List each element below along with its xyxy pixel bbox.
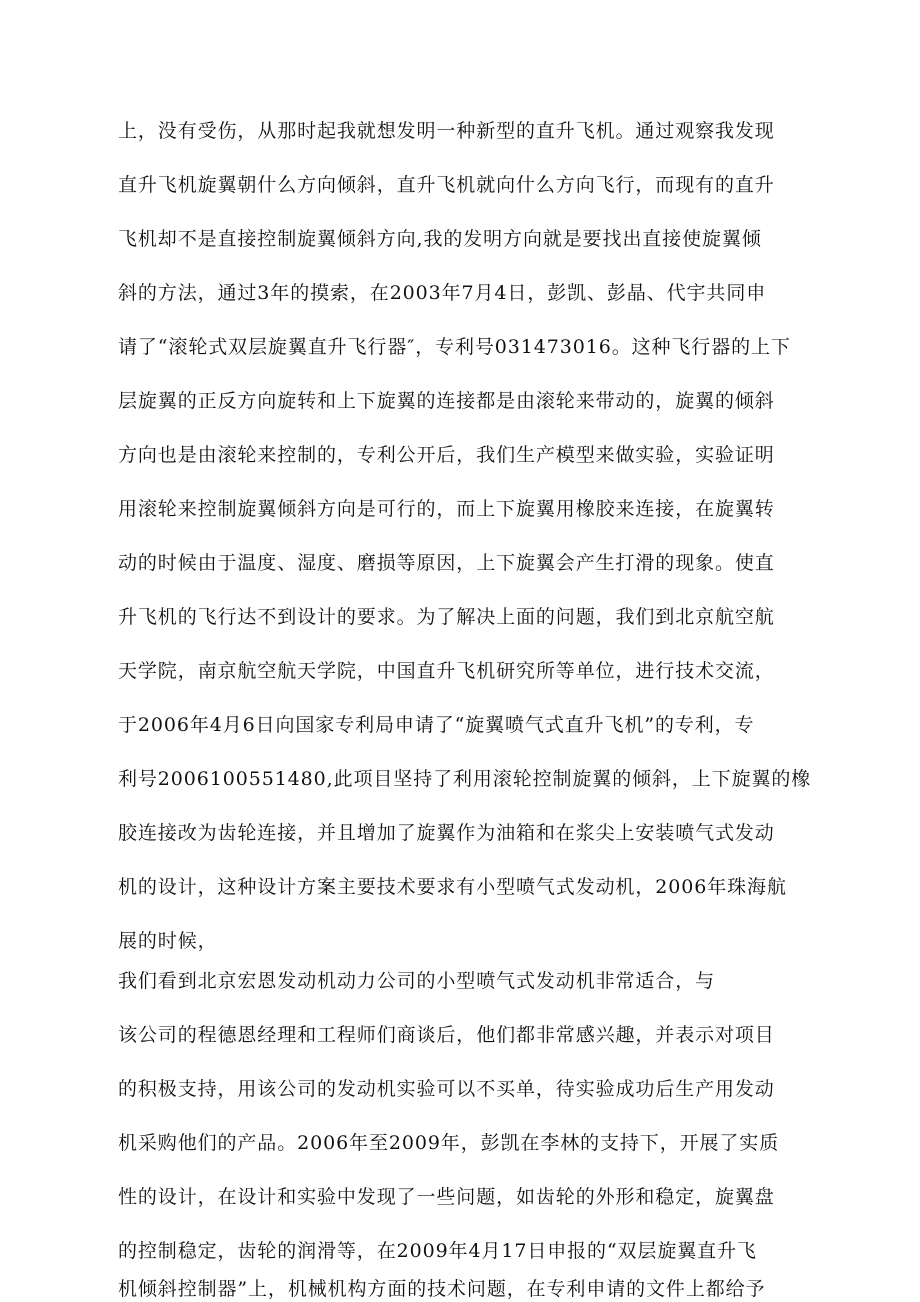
text-line: 直升飞机旋翼朝什么方向倾斜，直升飞机就向什么方向飞行，而现有的直升 [118, 174, 775, 196]
text-line: 机采购他们的产品。2006年至2009年，彭凯在李林的支持下，开展了实质 [118, 1132, 780, 1154]
text-line: 动的时候由于温度、湿度、磨损等原因，上下旋翼会产生打滑的现象。使直 [118, 552, 775, 574]
text-line: 胶连接改为齿轮连接，并且增加了旋翼作为油箱和在浆尖上安装喷气式发动 [118, 822, 775, 844]
text-line: 性的设计，在设计和实验中发现了一些问题，如齿轮的外形和稳定，旋翼盘 [118, 1186, 775, 1208]
text-line: 请了“滚轮式双层旋翼直升飞行器″，专利号031473016。这种飞行器的上下 [118, 336, 791, 358]
text-line: 机倾斜控制器”上，机械机构方面的技术问题，在专利申请的文件上都给予 [118, 1278, 766, 1300]
text-line: 上，没有受伤，从那时起我就想发明一种新型的直升飞机。通过观察我发现 [118, 120, 775, 142]
text-line: 的控制稳定，齿轮的润滑等，在2009年4月17日申报的“双层旋翼直升飞 [118, 1240, 757, 1262]
text-line: 展的时候， [118, 930, 218, 952]
text-line: 用滚轮来控制旋翼倾斜方向是可行的，而上下旋翼用橡胶来连接，在旋翼转 [118, 498, 775, 520]
text-line: 飞机却不是直接控制旋翼倾斜方向,我的发明方向就是要找出直接使旋翼倾 [118, 228, 762, 250]
text-line: 方向也是由滚轮来控制的，专利公开后，我们生产模型来做实验，实验证明 [118, 444, 775, 466]
text-line: 机的设计，这种设计方案主要技术要求有小型喷气式发动机，2006年珠海航 [118, 876, 787, 898]
text-line: 该公司的程德恩经理和工程师们商谈后，他们都非常感兴趣，并表示对项目 [118, 1024, 775, 1046]
text-line: 天学院，南京航空航天学院，中国直升飞机研究所等单位，进行技术交流， [118, 660, 775, 682]
text-line: 我们看到北京宏恩发动机动力公司的小型喷气式发动机非常适合，与 [118, 970, 716, 992]
text-line: 于2006年4月6日向国家专利局申请了“旋翼喷气式直升飞机”的专利，专 [118, 714, 755, 736]
text-line: 升飞机的飞行达不到设计的要求。为了解决上面的问题，我们到北京航空航 [118, 606, 775, 628]
text-line: 的积极支持，用该公司的发动机实验可以不买单，待实验成功后生产用发动 [118, 1078, 775, 1100]
text-line: 层旋翼的正反方向旋转和上下旋翼的连接都是由滚轮来带动的，旋翼的倾斜 [118, 390, 775, 412]
text-line: 斜的方法，通过3年的摸索，在2003年7月4日，彭凯、彭晶、代宇共同申 [118, 282, 767, 304]
text-line: 利号2006100551480,此项目坚持了利用滚轮控制旋翼的倾斜，上下旋翼的橡 [118, 768, 812, 790]
